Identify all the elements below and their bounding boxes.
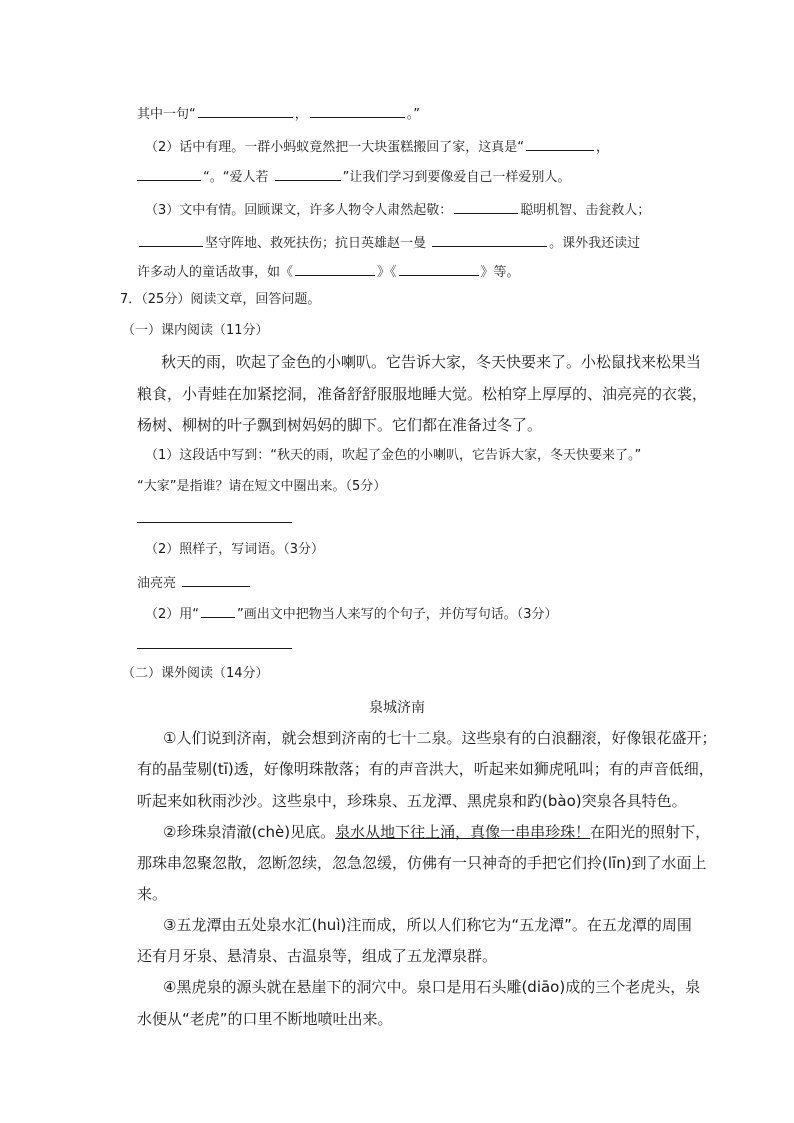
para2-text-a: ②珍珠泉清澈(chè)见底。 [163, 823, 336, 841]
q7-part1-question3 [145, 604, 558, 623]
q7-part1-heading: （一）课内阅读（11分） [122, 323, 269, 338]
paragraph-line: 有的晶莹剔(tī)透，好像明珠散落；有的声音洪大，听起来如狮虎吼叫；有的声音低细， [137, 760, 714, 778]
q6-part3-line2 [137, 233, 640, 252]
q7-heading: 7．（25分）阅读文章，回答问题。 [120, 292, 321, 307]
q7-part1-question2-example [137, 573, 252, 592]
q6-line1-text-a: 其中一句“ [137, 107, 196, 122]
q6-part3-line3 [137, 262, 520, 281]
answer-blank[interactable] [310, 104, 405, 118]
underline-sample [201, 604, 235, 618]
answer-blank[interactable] [275, 167, 341, 181]
passage-line: 杨树、柳树的叶子飘到树妈妈的脚下。它们都在准备过冬了。 [137, 416, 543, 434]
q6-p3-text-g: 》等。 [480, 265, 520, 280]
paragraph-line: 还有月牙泉、悬清泉、古温泉等，组成了五龙潭泉群。 [137, 947, 498, 965]
answer-blank[interactable] [432, 233, 547, 247]
q7-q3-text-a: （2）用“ [145, 607, 200, 622]
q6-p3-text-b: 聪明机智、击瓮救人； [520, 203, 651, 218]
answer-line[interactable] [137, 648, 292, 649]
q6-line1 [137, 104, 420, 123]
q6-p2-text-a: （2）话中有理。一群小蚂蚁竟然把一大块蛋糕搬回了家，这真是“ [145, 140, 525, 155]
article-title: 泉城济南 [369, 700, 425, 716]
q6-p2-text-b: ， [596, 140, 610, 155]
q6-line1-text-b: ， [294, 107, 308, 122]
q6-part3-line1 [145, 200, 650, 219]
q7-part1-question1-line2: “大家”是指谁？请在短文中圈出来。（5分） [137, 479, 387, 494]
answer-blank[interactable] [137, 167, 201, 181]
paragraph-line: 水便从“老虎”的口里不断地喷吐出来。 [137, 1010, 393, 1028]
para2-text-b: 在阳光的照射下， [590, 823, 711, 841]
q6-p3-text-f: 》《 [377, 265, 397, 280]
underlined-sentence: 泉水从地下往上涌，真像一串串珍珠！ [335, 823, 591, 841]
answer-blank[interactable] [198, 104, 293, 118]
paragraph-line: ①人们说到济南，就会想到济南的七十二泉。这些泉有的白浪翻滚，好像银花盛开； [163, 729, 717, 747]
passage-line: 粮食，小青蛙在加紧挖洞，准备舒舒服服地睡大觉。松柏穿上厚厚的、油亮亮的衣裳， [137, 385, 708, 403]
q7-q3-text-b: ”画出文中把物当人来写的个句子，并仿写句话。（3分） [237, 607, 558, 622]
q6-line1-text-c: 。” [406, 107, 421, 122]
answer-line[interactable] [137, 522, 292, 523]
answer-blank[interactable] [295, 262, 375, 276]
q6-p2-text-c: “。“爱人若 [203, 170, 269, 185]
paragraph-line: 来。 [137, 885, 168, 903]
q7-part2-heading: （二）课外阅读（14分） [122, 666, 269, 681]
q6-p3-text-c: 坚守阵地、救死扶伤；抗日英雄赵一曼 [205, 236, 427, 251]
example-word: 油亮亮 [137, 576, 177, 591]
q7-part1-question2: （2）照样子，写词语。（3分） [145, 542, 325, 557]
q6-part2-line2 [135, 167, 570, 186]
paragraph-line: 那珠串忽聚忽散，忽断忽续，忽急忽缓，仿佛有一只神奇的手把它们拎(līn)到了水面上 [137, 854, 707, 872]
paragraph-line: ④黑虎泉的源头就在悬崖下的洞穴中。泉口是用石头雕(diāo)成的三个老虎头，泉 [163, 978, 701, 996]
q6-p3-text-d: 。课外我还读过 [549, 236, 641, 251]
q6-p2-text-d: ”让我们学习到要像爱自己一样爱别人。 [342, 170, 571, 185]
answer-blank[interactable] [182, 573, 250, 587]
paragraph-line: 听起来如秋雨沙沙。这些泉中，珍珠泉、五龙潭、黑虎泉和趵(bào)突泉各具特色。 [137, 792, 687, 810]
q6-part2-line1 [145, 137, 609, 156]
paragraph-line [163, 823, 710, 841]
q6-p3-text-e: 许多动人的童话故事，如《 [137, 265, 294, 280]
passage-line: 秋天的雨，吹起了金色的小喇叭。它告诉大家，冬天快要来了。小松鼠找来松果当 [161, 353, 702, 371]
q7-part1-question1-line1: （1）这段话中写到：“秋天的雨，吹起了金色的小喇叭，它告诉大家，冬天快要来了。” [145, 448, 642, 463]
answer-blank[interactable] [399, 262, 479, 276]
answer-blank[interactable] [526, 137, 594, 151]
paragraph-line: ③五龙潭由五处泉水汇(huì)注而成，所以人们称它为“五龙潭”。在五龙潭的周围 [163, 916, 692, 934]
answer-blank[interactable] [454, 200, 518, 214]
answer-blank[interactable] [139, 233, 203, 247]
q6-p3-text-a: （3）文中有情。回顾课文，许多人物令人肃然起敬： [145, 203, 453, 218]
